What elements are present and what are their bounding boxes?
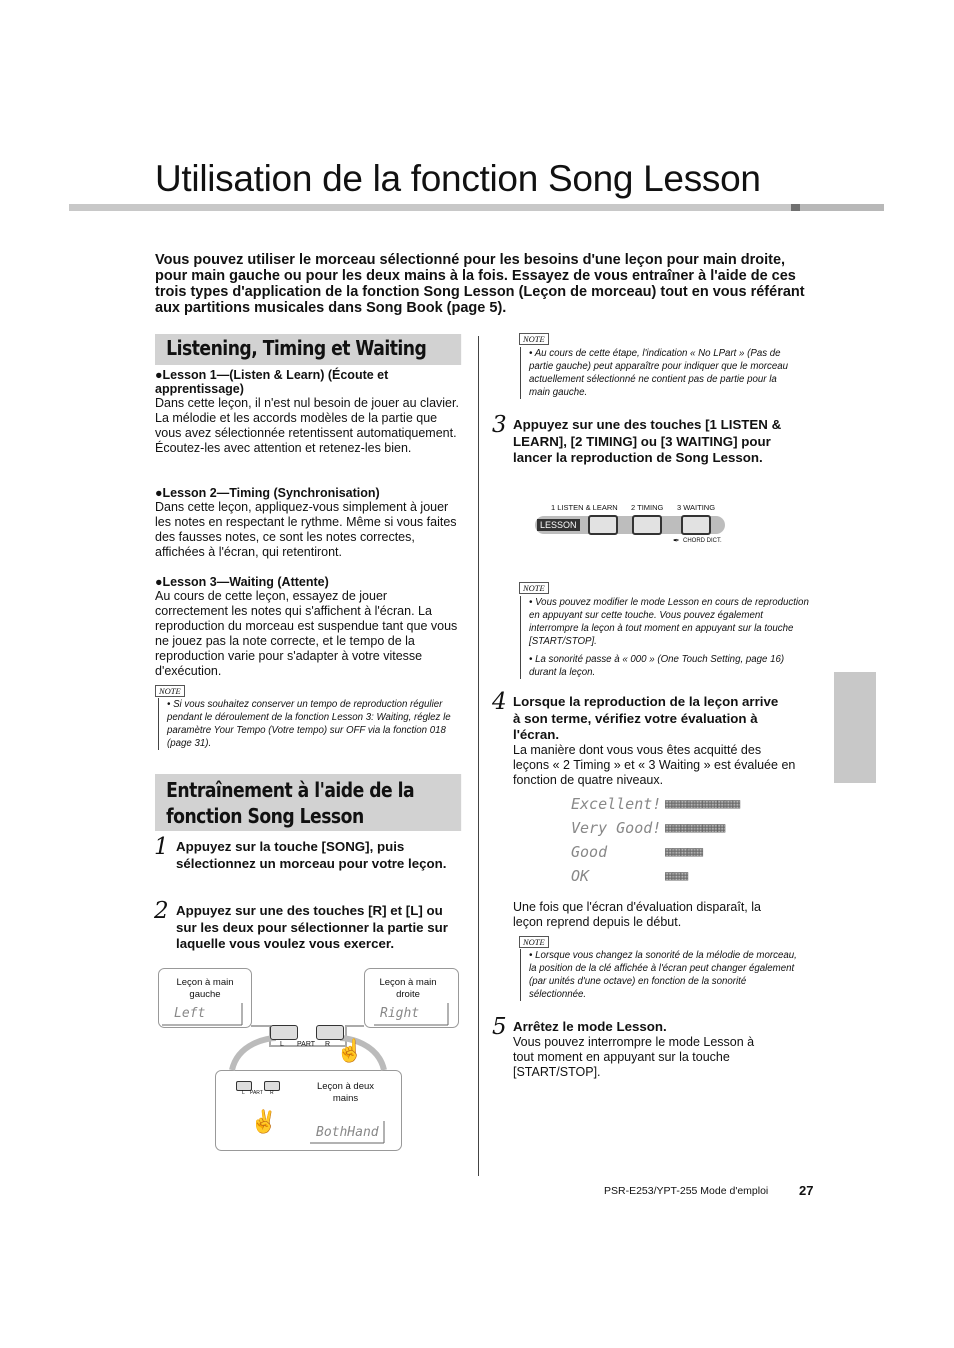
chord-dict-icon: ✒ <box>673 536 680 545</box>
panel-chord-label: CHORD DICT. <box>683 538 722 544</box>
rating-verygood-bars: ▦▦▦▦▦▦▦▦ <box>665 820 725 836</box>
section2-line1: Entraînement à l'aide de la <box>166 778 415 802</box>
rating-good-label: Good <box>571 843 608 861</box>
note-voice-change: • Lorsque vous changez la sonorité de la mélodie de morceau, la position de la clé affichée à l'écran peut changer également (par unités d'une octave) en fonction de la sonorité sélectionnée. <box>520 949 804 1001</box>
page-title: Utilisation de la fonction Song Lesson <box>155 158 761 199</box>
lesson1-block <box>155 368 460 456</box>
rating-good-bars: ▦▦▦▦▦ <box>665 844 703 860</box>
section-heading-listening: Listening, Timing et Waiting <box>155 334 461 365</box>
l-button-label: L <box>280 1041 284 1048</box>
both-lcd-text: BothHand <box>316 1125 379 1140</box>
step2-text: Appuyez sur une des touches [R] et [L] ou sur les deux pour sélectionner la partie sur laquelle vous voulez vous exercer. <box>176 903 448 951</box>
lesson3-body: Au cours de cette leçon, essayez de jouer correctement les notes qui s'affichent à l'écran. La reproduction du morceau est suspendue tant que vous ne jouez pas la note correcte, et le tempo de la reproduction varie pour s'adapter à votre vitesse d'exécution. <box>155 589 458 678</box>
rating-ok-label: OK <box>571 867 590 885</box>
right-hand-label: Leçon à main droite <box>379 977 437 1000</box>
step3-number: 3 <box>492 412 507 438</box>
step4-body: La manière dont vous vous êtes acquitté des leçons « 2 Timing » et « 3 Waiting » est évaluée en fonction de quatre niveaux. <box>513 743 796 787</box>
note-tag: NOTE <box>519 333 549 345</box>
note-tag: NOTE <box>519 936 549 948</box>
rating-excellent-bars: ▦▦▦▦▦▦▦▦▦▦ <box>665 796 740 812</box>
note-lesson3-tempo: • Si vous souhaitez conserver un tempo de reproduction régulier pendant le déroulement de la fonction Lesson 3: Waiting, réglez le paramètre Your Tempo (Votre tempo) sur OFF via la fonction 018 (page 31). <box>158 698 459 750</box>
lesson1-heading: ●Lesson 1—(Listen & Learn) (Écoute et apprentissage) <box>155 368 389 396</box>
title-rule-end <box>800 204 884 211</box>
intro-paragraph: Vous pouvez utiliser le morceau sélectionné pour les besoins d'une leçon pour main droite, pour main gauche ou pour les deux mains à la fois. Essayez de vous entraîner à l'aide de ces trois types d'application de la fonction Song Lesson (Leçon de morceau) tout en vous référant aux partitions musicales dans Song Book (page 5). <box>155 252 805 316</box>
both-part-label: PART <box>250 1090 263 1096</box>
rating-verygood-label: Very Good! <box>571 819 662 837</box>
footer-model: PSR-E253/YPT-255 Mode d'emploi <box>604 1185 769 1197</box>
lesson2-body: Dans cette leçon, appliquez-vous simplement à jouer les notes en respectant le rythme. Même si vous faites des fausses notes, ce sont les notes correctes, affichées à l'écran, qui retentiront. <box>155 500 457 559</box>
rating-excellent-label: Excellent! <box>571 795 662 813</box>
step3-text: Appuyez sur une des touches [1 LISTEN & LEARN], [2 TIMING] ou [3 WAITING] pour lancer la reproduction de Song Lesson. <box>513 417 782 465</box>
page-number: 27 <box>799 1183 814 1198</box>
rating-ok-bars: ▦▦▦ <box>665 868 688 884</box>
lesson1-body: Dans cette leçon, il n'est nul besoin de jouer au clavier. La mélodie et les accords modèles de la partie que vous avez sélectionnée retentissent automatiquement. Écoutez-les avec attention et retenez-les bien. <box>155 396 459 455</box>
note-lesson-change-a: • Vous pouvez modifier le mode Lesson en cours de reproduction en appuyant sur cette touche. Vous pouvez également interrompre la leçon à tout moment en appuyant sur la touche [START/STOP]. <box>529 597 809 647</box>
panel-label-waiting: 3 WAITING <box>677 503 716 512</box>
two-finger-hand-icon: ✌ <box>250 1109 278 1134</box>
part-label: PART <box>297 1041 316 1048</box>
section2-line2: fonction Song Lesson <box>166 804 364 828</box>
column-divider <box>478 336 479 1176</box>
waiting-button[interactable] <box>681 515 711 535</box>
step4-heading: Lorsque la reproduction de la leçon arrive à son terme, vérifiez votre évaluation à l'écran. <box>513 694 779 742</box>
panel-lesson-label: LESSON <box>537 519 580 531</box>
step2-number: 2 <box>154 898 169 924</box>
part-diagram <box>158 968 460 1152</box>
note-lesson-change <box>520 596 809 679</box>
lesson2-block <box>155 486 463 560</box>
step1-text: Appuyez sur la touche [SONG], puis sélectionnez un morceau pour votre leçon. <box>176 839 447 871</box>
section-heading-training <box>155 774 461 831</box>
note-no-lpart: • Au cours de cette étape, l'indication « No LPart » (Pas de partie gauche) peut apparaître pour indiquer que le morceau actuellement sélectionné ne contient pas de partie pour la main gauche. <box>520 347 799 399</box>
left-hand-label: Leçon à main gauche <box>176 977 234 1000</box>
title-rule <box>69 204 791 211</box>
step1-number: 1 <box>154 834 169 860</box>
step5-body: Vous pouvez interrompre le mode Lesson à tout moment en appuyant sur la touche [START/STOP]. <box>513 1035 755 1079</box>
pointing-hand-icon: ☝ <box>336 1038 364 1063</box>
both-r-label: R <box>270 1090 274 1096</box>
panel-label-timing: 2 TIMING <box>631 503 664 512</box>
lesson2-heading: ●Lesson 2—Timing (Synchronisation) <box>155 486 380 500</box>
note-tag: NOTE <box>519 582 549 594</box>
r-button-label: R <box>325 1041 331 1048</box>
l-button[interactable] <box>270 1025 298 1040</box>
side-tab <box>834 672 876 783</box>
lesson3-heading: ●Lesson 3—Waiting (Attente) <box>155 575 329 589</box>
timing-button[interactable] <box>632 515 662 535</box>
after-eval-text: Une fois que l'écran d'évaluation disparaît, la leçon reprend depuis le début. <box>513 900 761 929</box>
note-lesson-change-b: • La sonorité passe à « 000 » (One Touch Setting, page 16) durant la leçon. <box>529 654 785 678</box>
step4-number: 4 <box>492 689 507 715</box>
note-tag: NOTE <box>155 685 185 697</box>
lesson-panel <box>535 500 735 550</box>
step5-heading: Arrêtez le mode Lesson. <box>513 1019 667 1034</box>
lesson3-block <box>155 575 463 679</box>
both-hands-label: Leçon à deux mains <box>316 1081 375 1104</box>
listen-learn-button[interactable] <box>588 515 618 535</box>
step5-number: 5 <box>492 1014 507 1040</box>
title-rule-accent <box>791 204 800 211</box>
left-lcd-text: Left <box>174 1006 206 1021</box>
right-lcd-text: Right <box>380 1006 420 1021</box>
panel-label-listen: 1 LISTEN & LEARN <box>551 503 618 512</box>
both-l-label: L <box>242 1090 245 1096</box>
